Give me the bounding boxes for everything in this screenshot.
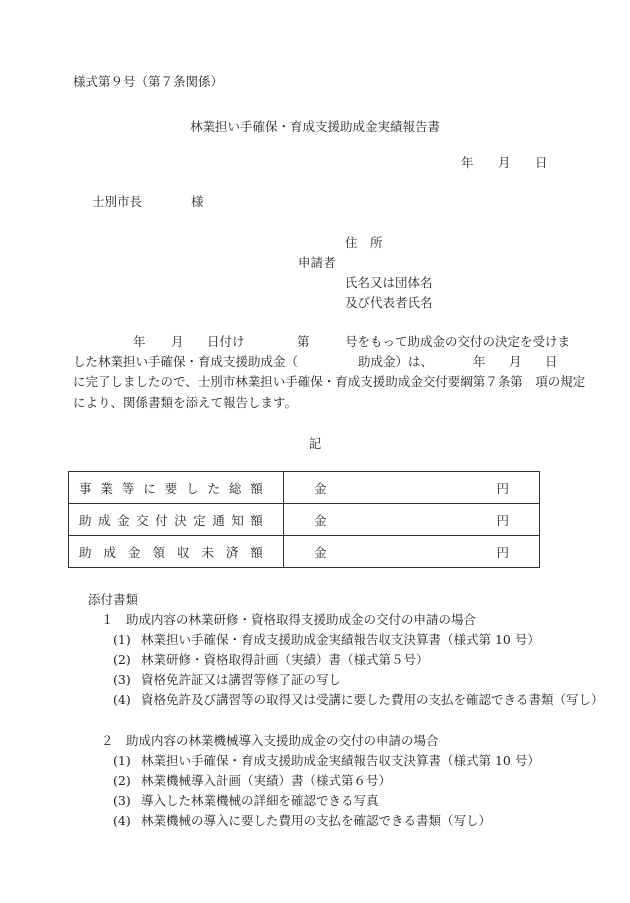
body-line2-month: 月 [509,354,522,369]
row-label-char: 等 [121,480,135,496]
section1-item-num: (3) [113,672,131,687]
row-label-char: 総 [228,480,242,496]
body-line3: に完了しましたので、士別市林業担い手確保・育成支援助成金交付要綱第７条第 項の規定 [73,374,586,389]
date-month: 月 [498,155,511,170]
row-label-char: 通 [212,512,225,528]
section2-item-num: (2) [113,773,131,788]
row-label-char: 収 [176,544,190,560]
row-label-char: 未 [201,544,214,560]
row-label-char: 額 [250,480,263,496]
row-label-char: 要 [164,480,178,496]
section2-item-num: (4) [113,813,131,828]
section1-title: １ 助成内容の林業研修・資格取得支援助成金の交付の申請の場合 [101,612,477,627]
addressee-honorific: 様 [191,194,204,209]
section2-item-text: 林業機械の導入に要した費用の支払を確認できる書類（写し） [141,813,492,828]
row-label-char: 知 [231,512,244,528]
row-label-cell [69,472,284,504]
section1-item-num: (2) [113,652,131,667]
form-number: 様式第９号（第７条関係） [73,74,224,89]
row-label-char: 決 [174,512,187,528]
applicant-name-line2: 及び代表者氏名 [345,295,433,310]
section2-item-text: 林業機械導入計画（実績）書（様式第６号） [141,773,392,788]
kin-label: 金 [314,480,327,496]
row-label [79,479,263,497]
row-label-char: 定 [193,512,206,528]
amount-cell [284,504,540,536]
body-line1-year: 年 [133,334,146,349]
row-label-char: に [143,480,156,496]
body-line1-rest: 号をもって助成金の交付の決定を受けま [345,334,571,349]
addressee-mayor: 士別市長 [92,194,143,209]
ki-heading: 記 [308,436,322,451]
row-label [79,511,263,529]
row-label-char: 助 [79,512,92,528]
row-label-char: 金 [117,512,130,528]
row-label-char: 成 [103,544,116,560]
section1-item-num: (1) [113,632,131,647]
row-label-char: 助 [79,544,92,560]
body-line2-mid: 助成金）は、 [358,354,434,369]
document-title: 林業担い手確保・育成支援助成金実績報告書 [189,119,440,134]
yen-label: 円 [496,512,509,528]
section1-item-num: (4) [113,692,131,707]
row-label-char: 交 [136,512,149,528]
row-label-char: 済 [225,544,239,560]
section2-title: ２ 助成内容の林業機械導入支援助成金の交付の申請の場合 [101,733,439,748]
row-label-char: 業 [100,480,113,496]
section1-item-text: 資格免許及び講習等の取得又は受講に要した費用の支払を確認できる書類（写し） [141,692,604,707]
amount-table [68,471,540,568]
applicant-name-line1: 氏名又は団体名 [345,275,433,290]
row-label [79,543,263,561]
row-label-cell [69,536,284,568]
body-line2-year: 年 [473,354,486,369]
row-label-char: 領 [152,544,165,560]
applicant-address-label: 住 所 [345,235,383,250]
amount-cell [284,536,540,568]
body-line4: により、関係書類を添えて報告します。 [73,395,298,410]
section1-item-text: 資格免許証又は講習等修了証の写し [141,672,342,687]
body-line1-dated: 日付け [207,334,245,349]
table-row [69,472,540,504]
row-label-char: 金 [127,544,141,560]
section2-item-text: 林業担い手確保・育成支援助成金実績報告収支決算書（様式第 10 号） [141,753,540,768]
body-line2-day: 日 [545,354,558,369]
row-label-char: 額 [250,544,263,560]
row-label-cell [69,504,284,536]
section1-item-text: 林業担い手確保・育成支援助成金実績報告収支決算書（様式第 10 号） [141,632,540,647]
table-row [69,536,540,568]
kin-label: 金 [314,544,327,560]
row-label-char: た [207,480,221,496]
date-day: 日 [535,155,548,170]
section1-item-text: 林業研修・資格取得計画（実績）書（様式第５号） [141,652,429,667]
row-label-char: 成 [98,512,111,528]
section2-item-num: (3) [113,793,131,808]
row-label-char: 付 [155,512,168,528]
kin-label: 金 [314,512,327,528]
yen-label: 円 [496,480,509,496]
table-row [69,504,540,536]
section2-item-text: 導入した林業機械の詳細を確認できる写真 [141,793,379,808]
amount-cell [284,472,540,504]
row-label-char: 事 [79,480,92,496]
yen-label: 円 [496,544,509,560]
row-label-char: し [186,480,199,496]
body-line1-no: 第 [297,334,310,349]
body-line2-start: した林業担い手確保・育成支援助成金（ [73,354,299,369]
attachments-heading: 添付書類 [88,592,139,607]
applicant-label: 申請者 [298,255,336,270]
row-label-char: 額 [250,512,263,528]
date-year: 年 [461,155,474,170]
section2-item-num: (1) [113,753,131,768]
body-line1-month: 月 [171,334,184,349]
